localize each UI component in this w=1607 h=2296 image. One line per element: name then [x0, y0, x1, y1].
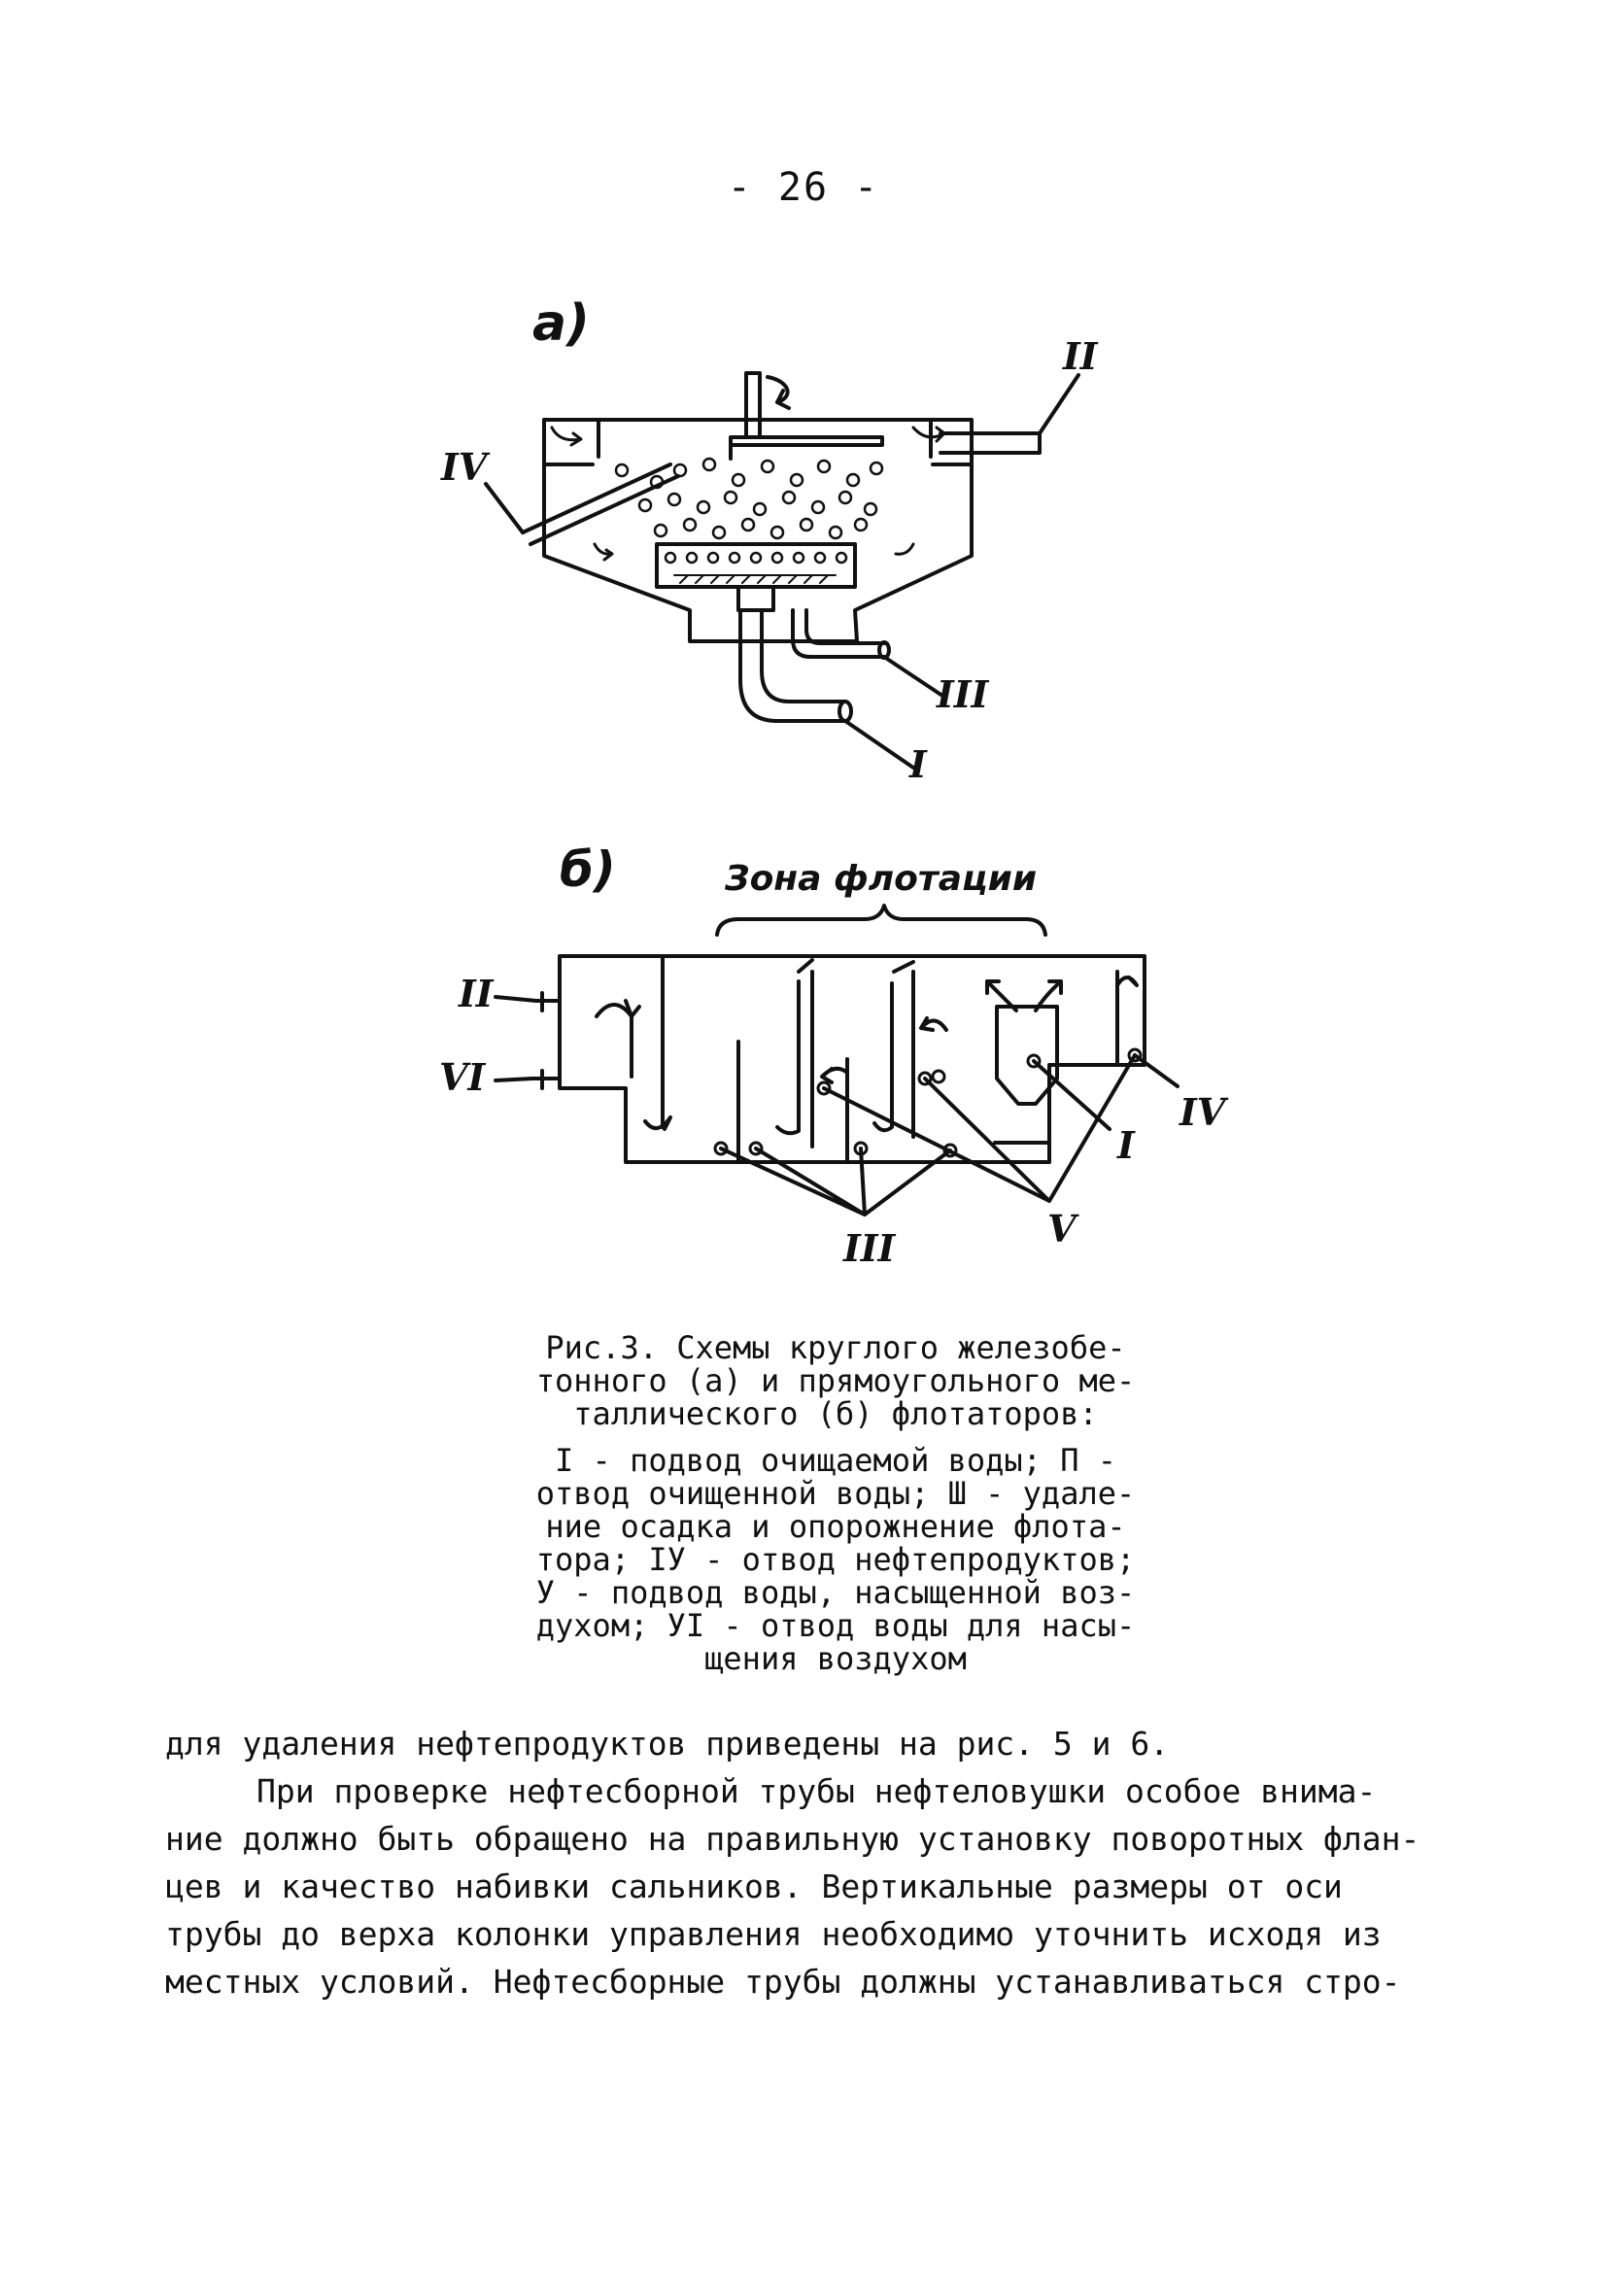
- figure-caption: [505, 1331, 1166, 1675]
- sludge-pipe-III: [793, 610, 884, 657]
- body-line: для удаления нефтепродуктов приведены на рис. 5 и 6.: [165, 1725, 1170, 1763]
- label-II-b: II: [459, 972, 494, 1015]
- label-I-a: I: [909, 742, 927, 786]
- rotating-shaft: [746, 373, 789, 435]
- body-text: [165, 1720, 1467, 2005]
- figure-a-round-flotator: [440, 294, 1099, 786]
- caption-legend: I - подвод очищаемой воды; П - отвод очищенной воды; Ш - удале- ние осадка и опорожнение флота- тора; IУ - отвод нефтепродуктов; У - подвод воды, насыщенной воз- духом; УI - отвод воды для насы- щения воздухом: [535, 1442, 1136, 1677]
- body-line: При проверке нефтесборной трубы нефтеловушки особое внима-: [256, 1772, 1377, 1810]
- flotation-zone-brace: [717, 906, 1045, 935]
- outlet-II-pipe: [940, 433, 1040, 453]
- flotation-zone-label: Зона флотации: [725, 859, 1038, 899]
- inner-chamber: [657, 544, 855, 587]
- tank-a-outline: [544, 420, 972, 641]
- figure-b-rectangular-flotator: [439, 841, 1229, 1270]
- label-III-a: III: [937, 672, 989, 716]
- page-number: - 26 -: [727, 165, 880, 210]
- body-line: местных условий. Нефтесборные трубы должны устанавливаться стро-: [165, 1963, 1401, 2001]
- label-IV-a: IV: [441, 445, 488, 489]
- body-line: цев и качество набивки сальников. Вертикальные размеры от оси: [165, 1868, 1343, 1905]
- label-I-b: I: [1117, 1123, 1135, 1167]
- distributor-bar: [731, 437, 882, 459]
- body-line: ние должно быть обращено на правильную установку поворотных флан-: [165, 1820, 1420, 1858]
- label-II-a: II: [1063, 334, 1098, 378]
- caption-title: Рис.3. Схемы круглого железобе- тонного (а) и прямоугольного ме- таллического (б) флотаторов:: [535, 1329, 1136, 1432]
- label-IV-b: IV: [1180, 1090, 1226, 1134]
- label-VI-b: VI: [439, 1055, 486, 1099]
- figure-a-label: a): [532, 294, 590, 353]
- body-line: трубы до верха колонки управления необходимо уточнить исходя из: [165, 1915, 1382, 1953]
- label-III-b: III: [843, 1226, 896, 1270]
- label-V-b: V: [1047, 1207, 1077, 1251]
- figure-b-label: б): [560, 841, 616, 898]
